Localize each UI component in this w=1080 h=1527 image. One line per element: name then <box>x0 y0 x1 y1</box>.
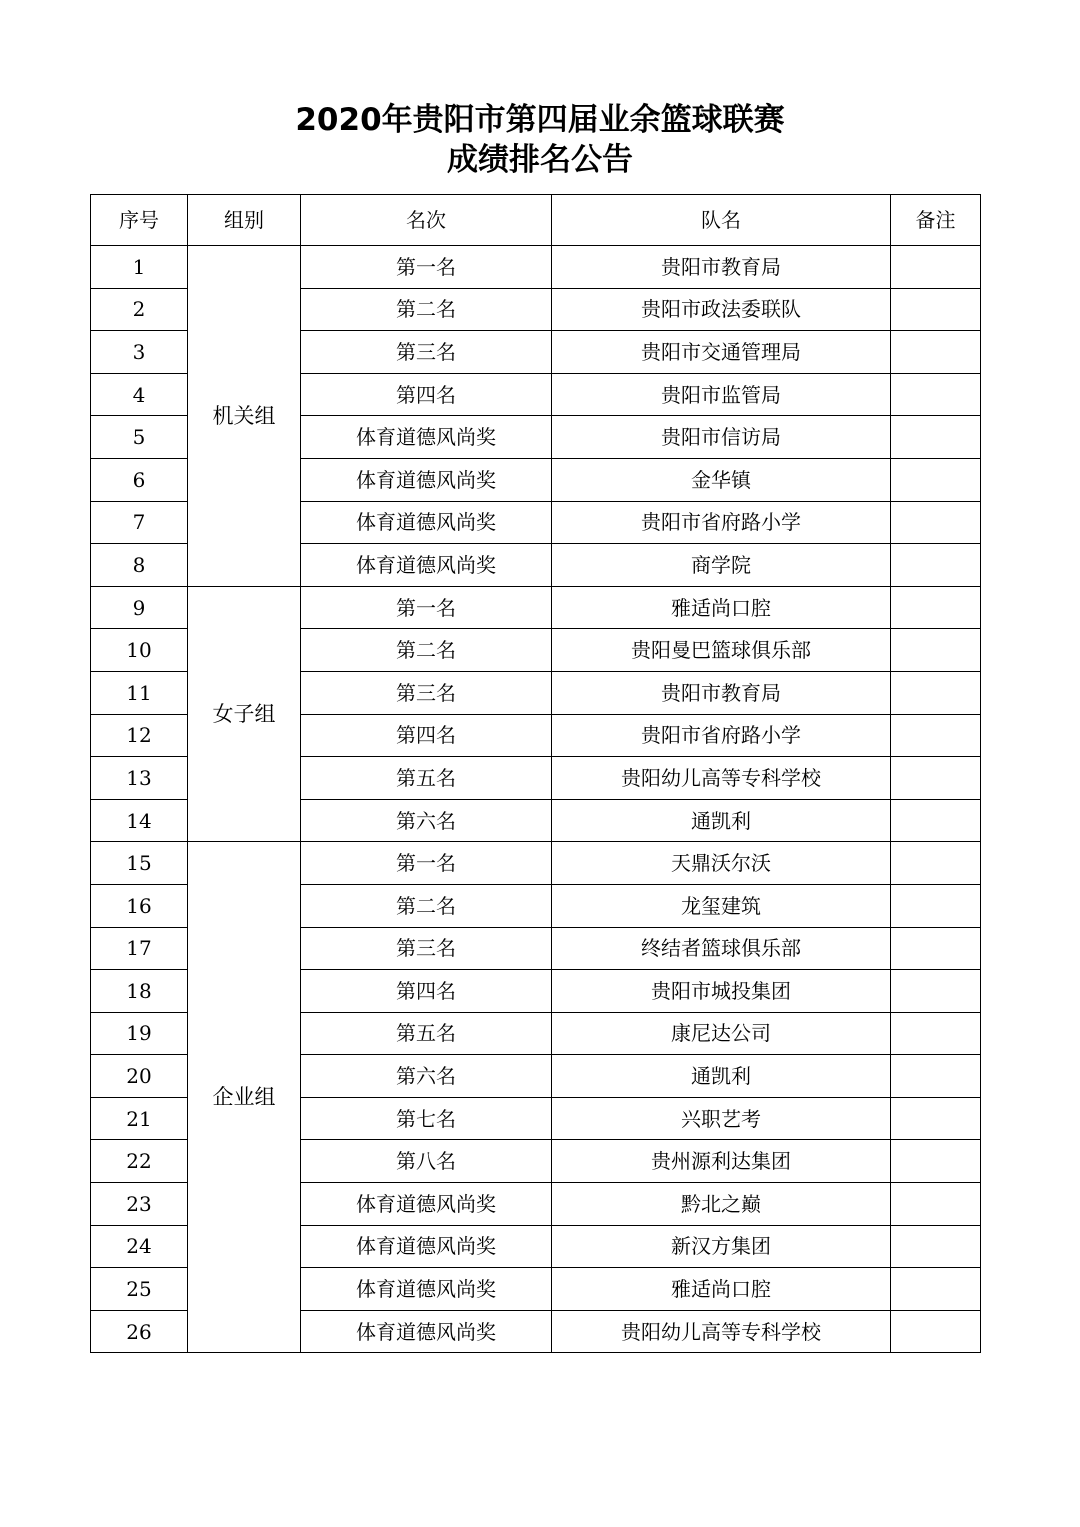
cell-rank: 第五名 <box>301 1012 552 1055</box>
header-group: 组别 <box>188 195 301 246</box>
title-line-2: 成绩排名公告 <box>447 142 633 178</box>
cell-team: 雅适尚口腔 <box>552 1268 891 1311</box>
cell-rank: 第三名 <box>301 331 552 374</box>
document-title <box>0 100 1080 180</box>
ranking-table <box>90 194 981 1353</box>
cell-team: 通凯利 <box>552 1055 891 1098</box>
cell-rank: 体育道德风尚奖 <box>301 1183 552 1226</box>
table-row <box>91 586 981 629</box>
cell-index: 23 <box>91 1183 188 1226</box>
cell-team: 龙玺建筑 <box>552 884 891 927</box>
title-line-1: 2020年贵阳市第四届业余篮球联赛 <box>295 102 785 138</box>
cell-index: 9 <box>91 586 188 629</box>
cell-note <box>891 544 981 587</box>
cell-note <box>891 629 981 672</box>
cell-team: 黔北之巅 <box>552 1183 891 1226</box>
cell-index: 13 <box>91 757 188 800</box>
cell-note <box>891 458 981 501</box>
table-row <box>91 842 981 885</box>
header-team: 队名 <box>552 195 891 246</box>
header-index: 序号 <box>91 195 188 246</box>
cell-team: 贵阳市信访局 <box>552 416 891 459</box>
cell-index: 2 <box>91 288 188 331</box>
cell-team: 兴职艺考 <box>552 1097 891 1140</box>
cell-note <box>891 970 981 1013</box>
cell-index: 14 <box>91 799 188 842</box>
cell-index: 1 <box>91 246 188 289</box>
cell-rank: 第三名 <box>301 671 552 714</box>
cell-index: 17 <box>91 927 188 970</box>
cell-index: 10 <box>91 629 188 672</box>
cell-note <box>891 1310 981 1353</box>
cell-team: 贵州源利达集团 <box>552 1140 891 1183</box>
cell-index: 12 <box>91 714 188 757</box>
cell-note <box>891 1012 981 1055</box>
cell-note <box>891 373 981 416</box>
cell-group: 女子组 <box>188 586 301 842</box>
cell-team: 贵阳市监管局 <box>552 373 891 416</box>
cell-note <box>891 1183 981 1226</box>
cell-rank: 第七名 <box>301 1097 552 1140</box>
cell-team: 天鼎沃尔沃 <box>552 842 891 885</box>
cell-index: 4 <box>91 373 188 416</box>
cell-index: 18 <box>91 970 188 1013</box>
cell-note <box>891 1225 981 1268</box>
cell-team: 贵阳曼巴篮球俱乐部 <box>552 629 891 672</box>
cell-rank: 体育道德风尚奖 <box>301 458 552 501</box>
cell-team: 金华镇 <box>552 458 891 501</box>
cell-team: 贵阳市省府路小学 <box>552 501 891 544</box>
cell-team: 通凯利 <box>552 799 891 842</box>
cell-index: 22 <box>91 1140 188 1183</box>
cell-note <box>891 757 981 800</box>
cell-index: 5 <box>91 416 188 459</box>
cell-index: 6 <box>91 458 188 501</box>
cell-team: 贵阳市交通管理局 <box>552 331 891 374</box>
cell-group: 机关组 <box>188 246 301 587</box>
table-header-row <box>91 195 981 246</box>
cell-team: 雅适尚口腔 <box>552 586 891 629</box>
cell-note <box>891 842 981 885</box>
cell-index: 3 <box>91 331 188 374</box>
cell-note <box>891 288 981 331</box>
cell-index: 25 <box>91 1268 188 1311</box>
cell-index: 8 <box>91 544 188 587</box>
cell-rank: 体育道德风尚奖 <box>301 1310 552 1353</box>
cell-index: 19 <box>91 1012 188 1055</box>
cell-index: 11 <box>91 671 188 714</box>
cell-note <box>891 714 981 757</box>
cell-rank: 第六名 <box>301 799 552 842</box>
cell-group: 企业组 <box>188 842 301 1353</box>
cell-rank: 体育道德风尚奖 <box>301 1268 552 1311</box>
cell-team: 商学院 <box>552 544 891 587</box>
cell-index: 26 <box>91 1310 188 1353</box>
cell-note <box>891 1055 981 1098</box>
cell-team: 贵阳市省府路小学 <box>552 714 891 757</box>
cell-index: 20 <box>91 1055 188 1098</box>
cell-index: 15 <box>91 842 188 885</box>
cell-rank: 第四名 <box>301 970 552 1013</box>
cell-rank: 体育道德风尚奖 <box>301 501 552 544</box>
cell-rank: 第二名 <box>301 288 552 331</box>
cell-team: 康尼达公司 <box>552 1012 891 1055</box>
cell-rank: 第一名 <box>301 842 552 885</box>
cell-note <box>891 501 981 544</box>
cell-rank: 第四名 <box>301 373 552 416</box>
ranking-table-body <box>91 195 981 1353</box>
cell-rank: 体育道德风尚奖 <box>301 544 552 587</box>
cell-rank: 第二名 <box>301 884 552 927</box>
cell-team: 贵阳幼儿高等专科学校 <box>552 757 891 800</box>
cell-note <box>891 586 981 629</box>
cell-note <box>891 927 981 970</box>
cell-note <box>891 416 981 459</box>
table-row <box>91 246 981 289</box>
cell-rank: 第五名 <box>301 757 552 800</box>
cell-note <box>891 331 981 374</box>
cell-team: 终结者篮球俱乐部 <box>552 927 891 970</box>
cell-rank: 第三名 <box>301 927 552 970</box>
cell-note <box>891 799 981 842</box>
cell-team: 贵阳幼儿高等专科学校 <box>552 1310 891 1353</box>
header-note: 备注 <box>891 195 981 246</box>
cell-rank: 第二名 <box>301 629 552 672</box>
cell-note <box>891 671 981 714</box>
cell-rank: 第四名 <box>301 714 552 757</box>
cell-team: 贵阳市教育局 <box>552 246 891 289</box>
cell-note <box>891 1097 981 1140</box>
cell-note <box>891 246 981 289</box>
cell-note <box>891 884 981 927</box>
cell-team: 贵阳市政法委联队 <box>552 288 891 331</box>
cell-rank: 体育道德风尚奖 <box>301 416 552 459</box>
cell-team: 贵阳市城投集团 <box>552 970 891 1013</box>
cell-rank: 体育道德风尚奖 <box>301 1225 552 1268</box>
cell-index: 21 <box>91 1097 188 1140</box>
cell-rank: 第一名 <box>301 586 552 629</box>
cell-rank: 第一名 <box>301 246 552 289</box>
cell-note <box>891 1268 981 1311</box>
header-rank: 名次 <box>301 195 552 246</box>
cell-index: 7 <box>91 501 188 544</box>
cell-team: 新汉方集团 <box>552 1225 891 1268</box>
cell-note <box>891 1140 981 1183</box>
cell-rank: 第八名 <box>301 1140 552 1183</box>
cell-rank: 第六名 <box>301 1055 552 1098</box>
cell-team: 贵阳市教育局 <box>552 671 891 714</box>
cell-index: 24 <box>91 1225 188 1268</box>
cell-index: 16 <box>91 884 188 927</box>
